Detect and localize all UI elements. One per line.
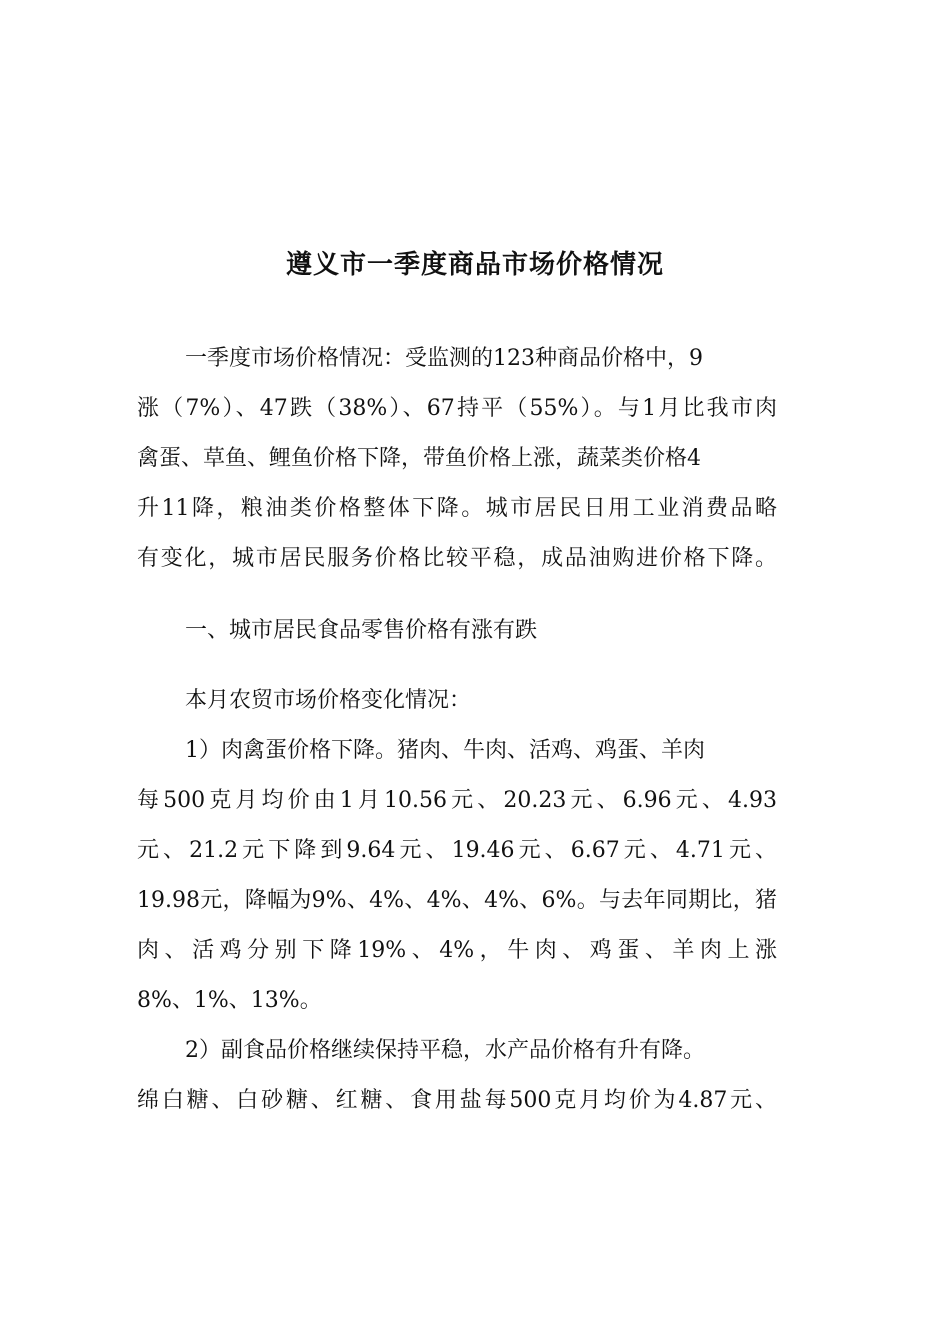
item1-line: 元、21.2元下降到9.64元、19.46元、6.67元、4.71元、 [137,838,777,863]
item1-line: 1）肉禽蛋价格下降。猪肉、牛肉、活鸡、鸡蛋、羊肉 [185,738,705,763]
intro-line: 禽蛋、草鱼、鲤鱼价格下降，带鱼价格上涨，蔬菜类价格4 [137,446,701,471]
item2-line: 绵白糖、白砂糖、红糖、食用盐每500克月均价为4.87元、 [137,1088,777,1113]
intro-line: 一季度市场价格情况：受监测的123种商品价格中，9 [185,346,703,371]
market-intro: 本月农贸市场价格变化情况： [185,688,472,713]
document-title: 遵义市一季度商品市场价格情况 [285,250,664,280]
intro-line: 有变化，城市居民服务价格比较平稳，成品油购进价格下降。 [137,546,777,571]
item1-line: 8%、1%、13%。 [137,988,322,1013]
item1-line: 19.98元，降幅为9%、4%、4%、4%、6%。与去年同期比，猪 [137,888,777,913]
section-heading: 一、城市居民食品零售价格有涨有跌 [185,618,538,643]
item1-line: 肉、活鸡分别下降19%、4%，牛肉、鸡蛋、羊肉上涨 [137,938,777,963]
item1-line: 每500克月均价由1月10.56元、20.23元、6.96元、4.93 [137,788,777,813]
item2-line: 2）副食品价格继续保持平稳，水产品价格有升有降。 [185,1038,705,1063]
intro-line: 升11降，粮油类价格整体下降。城市居民日用工业消费品略 [137,496,777,521]
intro-line: 涨（7%）、47跌（38%）、67持平（55%）。与1月比我市肉 [137,396,777,421]
